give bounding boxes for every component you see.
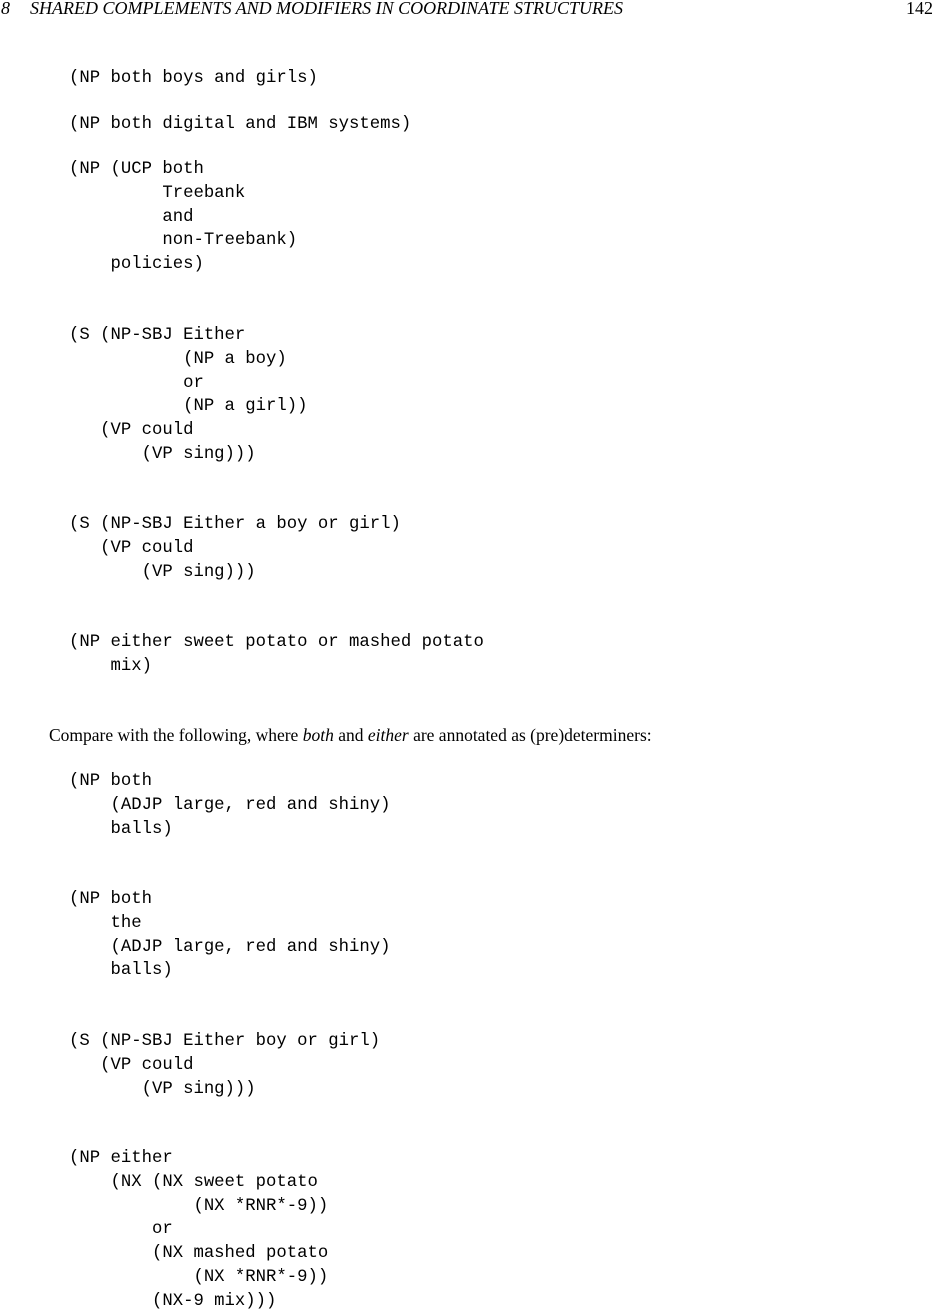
chapter-number: 8	[1, 0, 10, 18]
prose-term-either: either	[367, 725, 409, 745]
tree-example-both-balls: (NP both (ADJP large, red and shiny) balls)	[69, 772, 391, 839]
prose-text-3: are annotated as (pre)determiners:	[408, 725, 652, 745]
tree-example-either-nx-potato: (NP either (NX (NX sweet potato (NX *RNR*-9)) or (NX mashed potato (NX *RNR*-9)) (NX-9 mix)))	[69, 1149, 329, 1311]
tree-example-ucp-treebank: (NP (UCP both Treebank and non-Treebank) policies)	[69, 160, 298, 275]
prose-term-both: both	[302, 725, 334, 745]
tree-example-either-a-boy-or-girl: (S (NP-SBJ Either a boy or girl) (VP could (VP sing)))	[69, 515, 401, 582]
page-number: 142	[906, 0, 933, 18]
prose-text-1: Compare with the following, where	[49, 725, 303, 745]
tree-example-both-boys-girls: (NP both boys and girls)	[69, 69, 318, 88]
tree-example-either-potato-mix: (NP either sweet potato or mashed potato mix)	[69, 633, 484, 676]
tree-example-both-the-balls: (NP both the (ADJP large, red and shiny) balls)	[69, 890, 391, 981]
chapter-title: SHARED COMPLEMENTS AND MODIFIERS IN COORDINATE STRUCTURES	[30, 0, 623, 18]
prose-text-2: and	[333, 725, 368, 745]
running-header	[0, 0, 934, 20]
tree-example-either-a-boy-or-a-girl: (S (NP-SBJ Either (NP a boy) or (NP a girl)) (VP could (VP sing)))	[69, 326, 308, 464]
tree-example-both-digital-ibm: (NP both digital and IBM systems)	[69, 115, 412, 134]
tree-example-either-boy-or-girl: (S (NP-SBJ Either boy or girl) (VP could (VP sing)))	[69, 1032, 381, 1099]
prose-paragraph	[49, 723, 652, 747]
